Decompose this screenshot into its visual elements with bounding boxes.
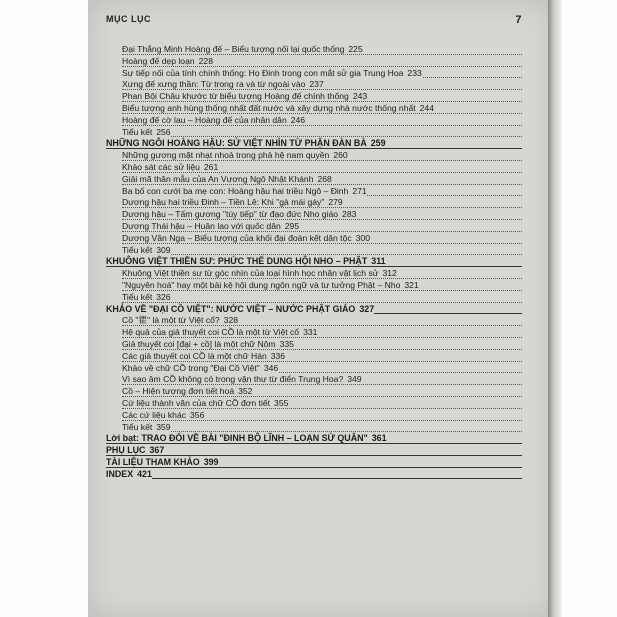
- toc-entry-page: 346: [263, 362, 279, 373]
- toc-entry-title: Hệ quả của giả thuyết coi CỒ là một từ Việt cổ: [122, 327, 300, 338]
- toc-entry-title: Vì sao âm CỒ không có trong vận thư từ điển Trung Hoa?: [122, 374, 344, 385]
- toc-entry-page: 359: [156, 421, 171, 432]
- toc-section-entry: [106, 339, 522, 351]
- toc-section-entry: [106, 174, 522, 186]
- toc-entry-page: 331: [303, 327, 318, 338]
- toc-entry-title: KHẢO VỀ "ĐẠI CỒ VIỆT": NƯỚC VIỆT – NƯỚC PHẬT GIÁO: [106, 303, 356, 314]
- toc-section-entry: [106, 245, 522, 257]
- toc-entry-page: 228: [198, 55, 213, 66]
- toc-entry-page: 367: [149, 445, 165, 456]
- toc-entry-title: Tiểu kết: [122, 126, 153, 137]
- toc-entry-title: PHỤ LỤC: [106, 445, 146, 456]
- toc-entry-page: 295: [284, 220, 300, 231]
- toc-entry-page: 326: [156, 291, 171, 302]
- toc-entry-title: Khảo sát các sử liệu: [122, 161, 200, 172]
- toc-chapter-entry: [106, 138, 522, 150]
- toc-section-entry: [106, 162, 522, 174]
- toc-entry-title: KHUÔNG VIỆT THIỀN SƯ: PHỨC THỂ DUNG HỘI NHO – PHẬT: [106, 256, 368, 267]
- toc-entry-page: 356: [190, 409, 205, 420]
- toc-entry-page: 312: [382, 268, 397, 279]
- toc-entry-page: 321: [404, 279, 419, 290]
- toc-chapter-entry: [106, 457, 522, 469]
- toc-entry-title: Tiểu kết: [122, 291, 153, 302]
- toc-section-entry: [106, 410, 522, 422]
- toc-entry-title: TÀI LIỆU THAM KHẢO: [106, 456, 200, 467]
- toc-entry-page: 244: [419, 102, 434, 113]
- toc-entry-page: 233: [407, 67, 422, 78]
- toc-section-entry: [106, 44, 522, 56]
- toc-entry-page: 225: [348, 44, 363, 54]
- toc-entry-page: 335: [279, 338, 294, 349]
- toc-entry-title: Khuông Việt thiền sư từ góc nhìn của loại hình học nhân vật lịch sử: [122, 268, 379, 279]
- toc-entry-title: Đại Thắng Minh Hoàng đế – Biểu tượng nối lại quốc thống: [122, 44, 345, 54]
- dot-leader: [122, 160, 522, 161]
- toc-entry-title: Cồ – Hiện tượng đơn tiết hoá: [122, 386, 235, 397]
- toc-section-entry: [106, 56, 522, 68]
- toc-section-entry: [106, 351, 522, 363]
- toc-entry-title: Cứ liệu thành văn của chữ CỒ đơn tiết: [122, 397, 271, 408]
- toc-section-entry: [106, 363, 522, 375]
- toc-entry-title: Biểu tượng anh hùng thống nhất đất nước và xây dựng nhà nước thống nhất: [122, 102, 416, 113]
- toc-entry-title: Lời bạt: TRAO ĐỔI VỀ BÀI "ĐINH BỘ LĨNH – LOẠN SỨ QUÂN": [106, 433, 368, 444]
- toc-chapter-entry: [106, 304, 522, 316]
- dot-leader: [122, 337, 522, 338]
- dot-leader: [106, 266, 522, 267]
- dot-leader: [106, 478, 522, 479]
- toc-entry-page: 309: [156, 244, 171, 255]
- toc-entry-page: 300: [355, 232, 370, 243]
- page-edge: [548, 0, 562, 617]
- toc-chapter-entry: [106, 433, 522, 445]
- toc-entry-page: 421: [137, 468, 152, 479]
- toc-entry-page: 352: [238, 386, 253, 397]
- toc-entry-page: 361: [371, 433, 387, 444]
- toc-section-entry: [106, 209, 522, 221]
- toc-entry-title: Giải mã thân mẫu của An Vương Ngô Nhật Khánh: [122, 173, 314, 184]
- toc-section-entry: [106, 280, 522, 292]
- toc-section-entry: [106, 68, 522, 80]
- toc-entry-page: 268: [317, 173, 332, 184]
- toc-entry-title: Khảo về chữ CỒ trong "Đại Cồ Việt": [122, 362, 260, 373]
- toc-entry-title: INDEX: [106, 468, 134, 479]
- dot-leader: [122, 302, 522, 303]
- toc-entry-page: 246: [290, 114, 306, 125]
- toc-entry-title: Tiểu kết: [122, 244, 153, 255]
- toc-entry-title: Cồ "瞿" là một từ Việt cổ?: [122, 315, 220, 326]
- toc-entry-page: 279: [328, 197, 343, 208]
- toc-section-entry: [106, 327, 522, 339]
- toc-entry-page: 355: [274, 397, 289, 408]
- toc-entry-title: Các cứ liệu khác: [122, 409, 187, 420]
- toc-section-entry: [106, 398, 522, 410]
- toc-chapter-entry: [106, 469, 522, 481]
- toc-chapter-entry: [106, 445, 522, 457]
- toc-entry-title: NHỮNG NGÔI HOÀNG HẬU: SỬ VIỆT NHÌN TỪ PHẬN ĐÀN BÀ: [106, 138, 367, 149]
- page-number: 7: [515, 14, 522, 26]
- toc-entry-page: 271: [352, 185, 367, 196]
- toc-section-entry: [106, 79, 522, 91]
- toc-entry-title: "Nguyên hoá" hay một bài kệ hội dung ngôn ngữ và tư tưởng Phật – Nho: [122, 279, 401, 290]
- toc-entry-title: Các giả thuyết coi CỒ là một chữ Hán: [122, 350, 267, 361]
- toc-section-entry: [106, 292, 522, 304]
- toc-section-entry: [106, 91, 522, 103]
- running-title: MỤC LỤC: [106, 14, 151, 24]
- toc-section-entry: [106, 197, 522, 209]
- toc-entry-title: Hoàng đế cờ lau – Hoàng đế của nhân dân: [122, 114, 287, 125]
- toc-entry-page: 327: [359, 303, 375, 314]
- table-of-contents: [106, 44, 522, 480]
- dot-leader: [106, 455, 522, 456]
- toc-entry-title: Hoàng đế dẹp loạn: [122, 55, 195, 66]
- toc-entry-title: Xưng đế xưng thần: Từ trong ra và từ ngoài vào: [122, 79, 306, 90]
- dot-leader: [122, 101, 522, 102]
- dot-leader: [122, 384, 522, 385]
- toc-section-entry: [106, 422, 522, 434]
- toc-section-entry: [106, 103, 522, 115]
- toc-entry-title: Dương hậu – Tấm gương "tùy tiếp" từ đạo đức Nho giáo: [122, 209, 339, 220]
- toc-entry-page: 349: [347, 374, 362, 385]
- dot-leader: [122, 325, 522, 326]
- toc-entry-page: 283: [342, 209, 357, 220]
- toc-chapter-entry: [106, 256, 522, 268]
- dot-leader: [106, 443, 522, 444]
- toc-section-entry: [106, 374, 522, 386]
- toc-entry-title: Giả thuyết coi [đại + cồ] là một chữ Nôm: [122, 338, 276, 349]
- toc-section-entry: [106, 127, 522, 139]
- toc-section-entry: [106, 150, 522, 162]
- toc-entry-page: 311: [371, 256, 386, 267]
- toc-entry-page: 237: [309, 79, 324, 90]
- toc-section-entry: [106, 221, 522, 233]
- toc-entry-page: 260: [333, 150, 348, 161]
- toc-section-entry: [106, 233, 522, 245]
- dot-leader: [122, 207, 522, 208]
- toc-section-entry: [106, 186, 522, 198]
- page-header: [106, 14, 522, 30]
- toc-entry-page: 328: [223, 315, 239, 326]
- toc-entry-page: 259: [370, 138, 386, 149]
- dot-leader: [122, 278, 522, 279]
- toc-entry-page: 336: [270, 350, 286, 361]
- toc-entry-title: Dương hậu hai triều Đinh – Tiền Lê: Khi "gà mái gáy": [122, 197, 325, 208]
- toc-entry-page: 399: [203, 456, 219, 467]
- toc-entry-title: Dương Vân Nga – Biểu tượng của khối đại đoàn kết dân tộc: [122, 232, 352, 243]
- dot-leader: [122, 219, 522, 220]
- toc-entry-title: Phan Bội Châu khước từ biểu tượng Hoàng đế chính thống: [122, 91, 349, 102]
- toc-section-entry: [106, 386, 522, 398]
- toc-entry-title: Tiểu kết: [122, 421, 153, 432]
- toc-section-entry: [106, 268, 522, 280]
- toc-entry-page: 256: [156, 126, 171, 137]
- toc-section-entry: [106, 315, 522, 327]
- toc-entry-title: Ba bố con cưới ba mẹ con: Hoàng hậu hai triều Ngô – Đinh: [122, 185, 349, 196]
- toc-section-entry: [106, 115, 522, 127]
- toc-entry-title: Dương Thái hậu – Huân lao với quốc dân: [122, 220, 281, 231]
- dot-leader: [122, 396, 522, 397]
- toc-entry-title: Sự tiếp nối của tính chính thống: Họ Đinh trong con mắt sử gia Trung Hoa: [122, 67, 404, 78]
- toc-entry-title: Những gương mặt nhạt nhoà trong phả hệ nam quyền: [122, 150, 330, 161]
- toc-entry-page: 243: [352, 91, 368, 102]
- toc-entry-page: 261: [203, 161, 219, 172]
